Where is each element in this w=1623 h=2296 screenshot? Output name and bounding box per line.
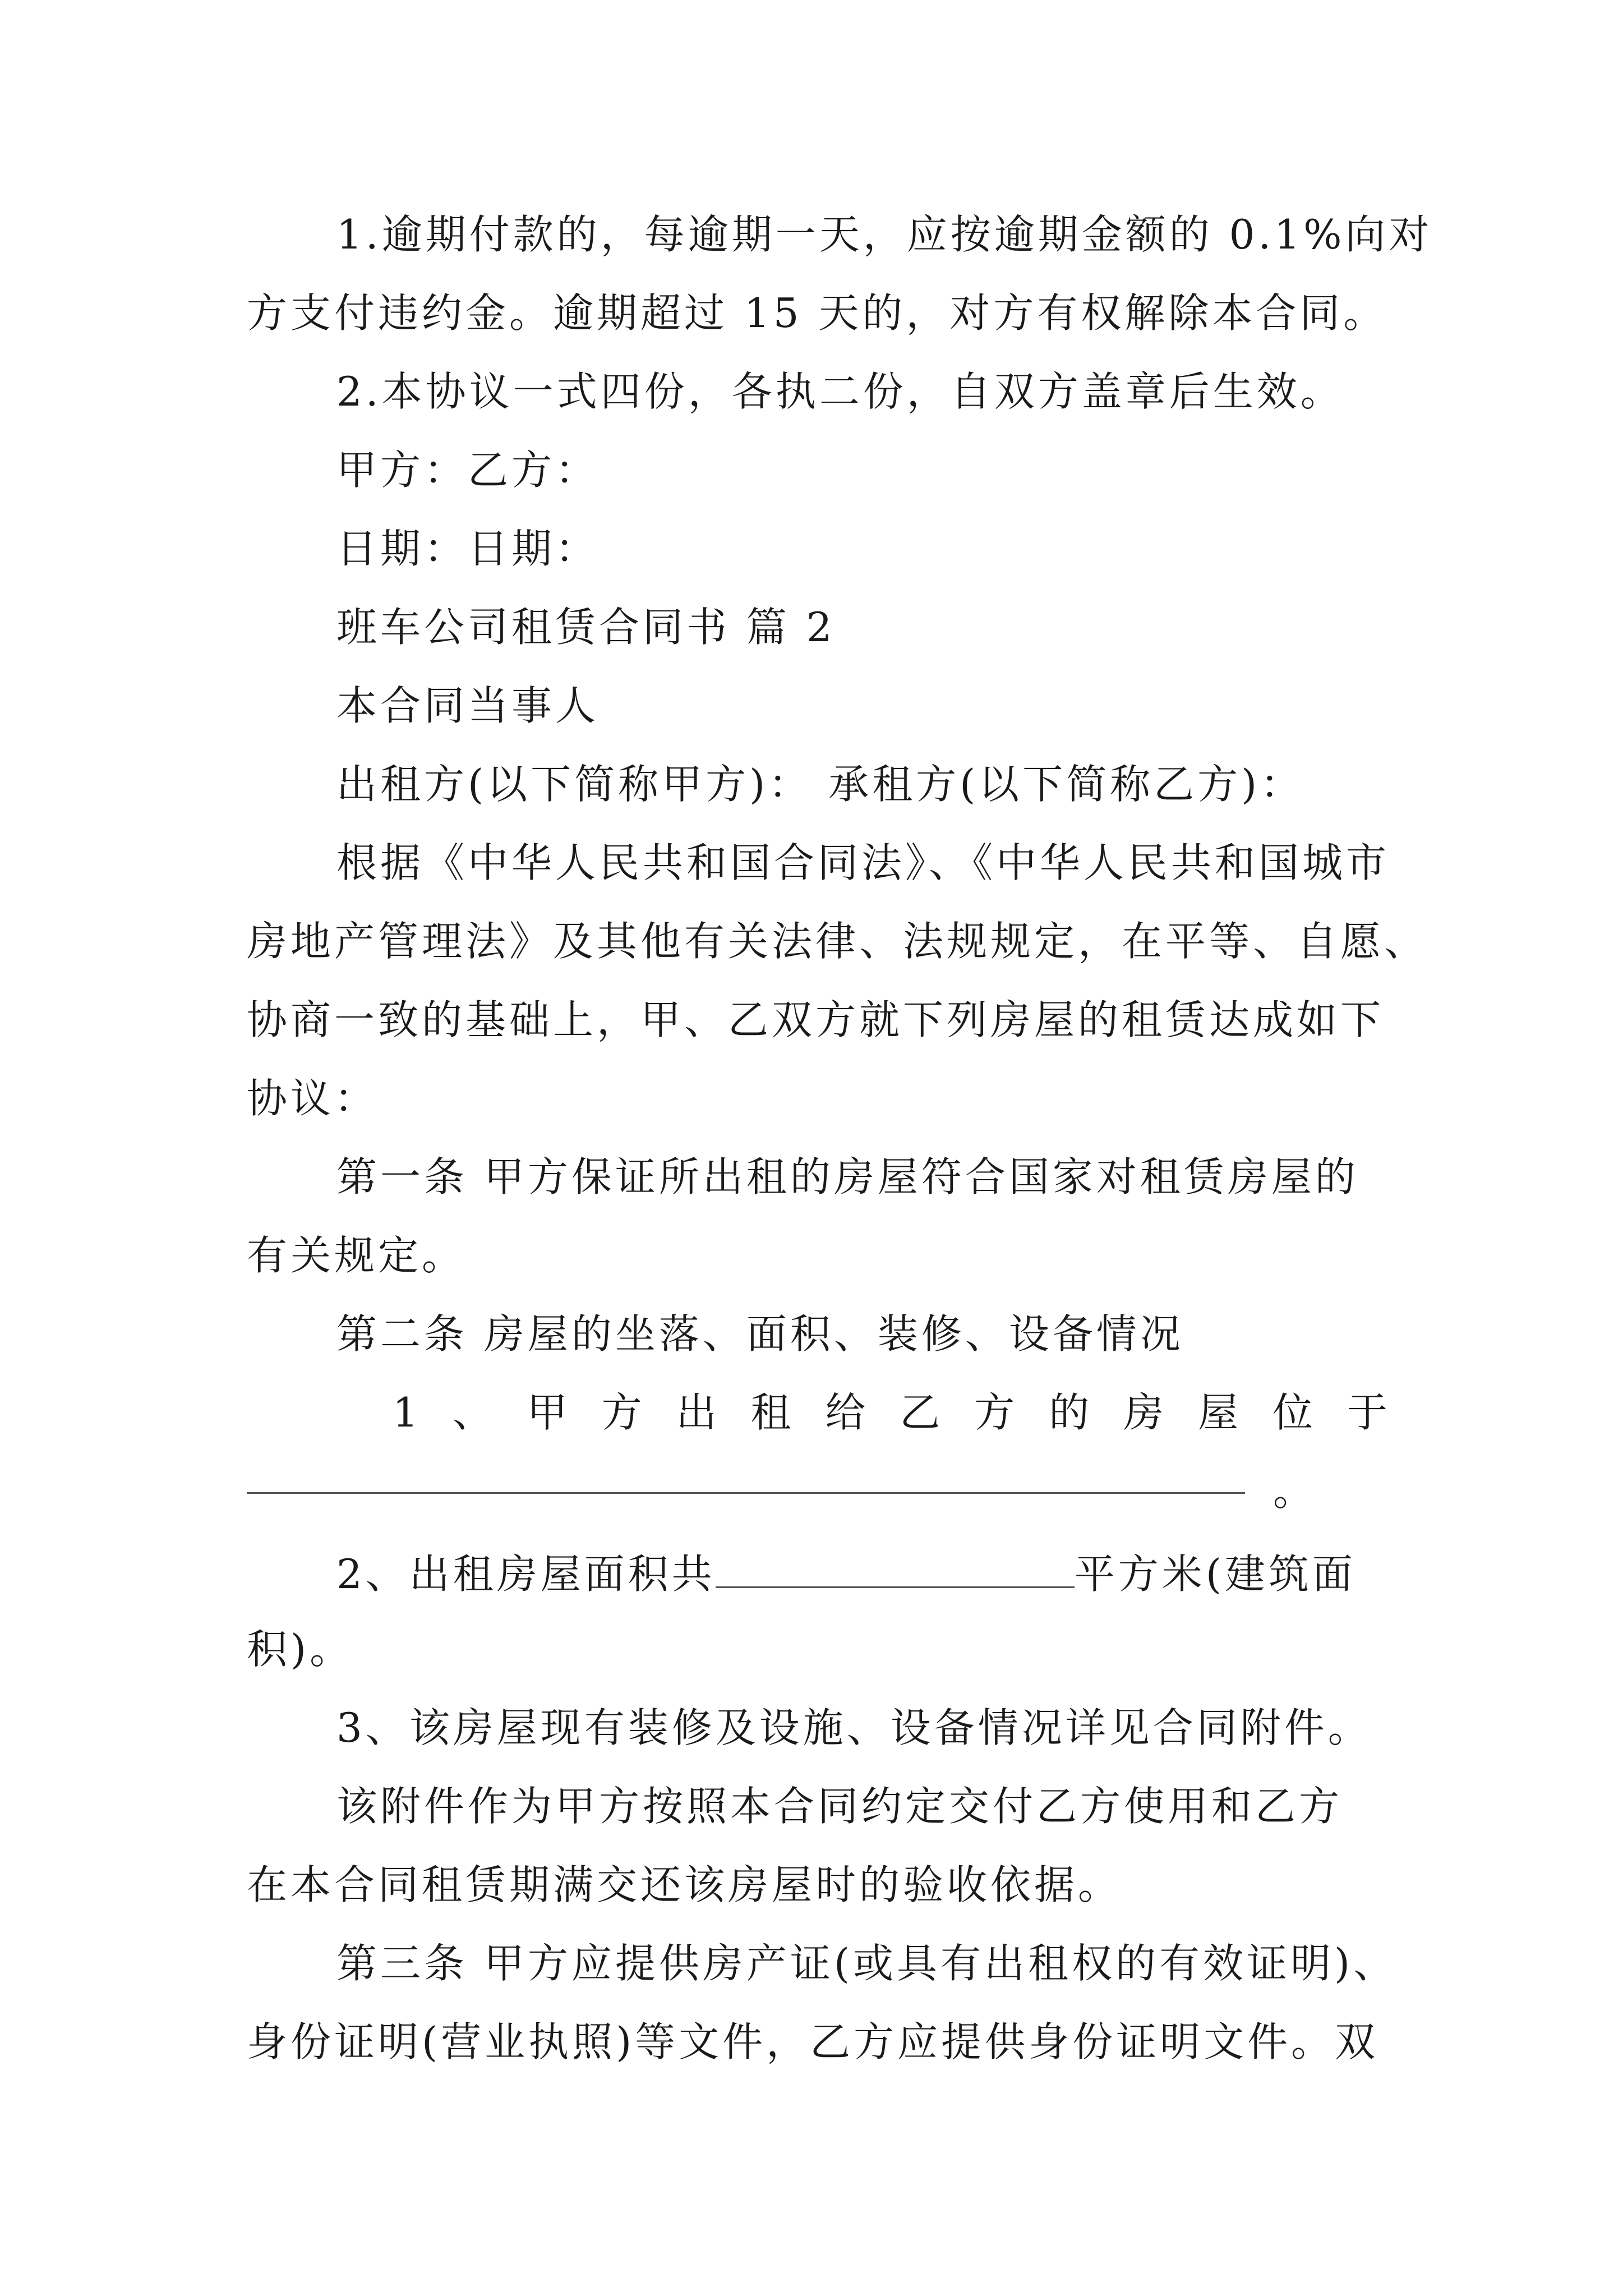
char: 租 <box>750 1389 795 1436</box>
char: 、 <box>452 1389 496 1436</box>
area-blank <box>716 1543 1075 1588</box>
paragraph-line: 积)。 <box>247 1626 354 1673</box>
article-line: 第一条 甲方保证所出租的房屋符合国家对租赁房屋的 <box>336 1153 1359 1200</box>
char: 甲 <box>527 1389 571 1436</box>
article-2-item-1 <box>393 1384 1391 1441</box>
paragraph-line: 本合同当事人 <box>336 682 600 729</box>
char: 出 <box>676 1389 720 1436</box>
article-2-item-2: 2、出租房屋面积共 平方米(建筑面 <box>336 1543 1391 1602</box>
article-line: 第三条 甲方应提供房产证(或具有出租权的有效证明)、 <box>336 1940 1398 1987</box>
signature-date-line: 日期：日期： <box>336 525 600 572</box>
char: 方 <box>601 1389 645 1436</box>
fill-in-blank-line <box>247 1492 1245 1494</box>
char: 屋 <box>1198 1389 1242 1436</box>
char: 给 <box>825 1389 869 1436</box>
paragraph-line: 根据《中华人民共和国合同法》、《中华人民共和国城市 <box>336 839 1390 886</box>
article-line: 有关规定。 <box>247 1232 466 1279</box>
section-title: 班车公司租赁合同书 篇 2 <box>336 604 836 651</box>
char: 的 <box>1049 1389 1093 1436</box>
paragraph-line: 2.本协议一式四份，各执二份，自双方盖章后生效。 <box>336 368 1344 415</box>
paragraph-line: 房地产管理法》及其他有关法律、法规规定，在平等、自愿、 <box>247 918 1428 965</box>
char: 于 <box>1347 1389 1391 1436</box>
char: 方 <box>974 1389 1018 1436</box>
paragraph-line: 出租方(以下简称甲方)： 承租方(以下简称乙方)： <box>336 761 1304 808</box>
paragraph-line: 该附件作为甲方按照本合同约定交付乙方使用和乙方 <box>336 1783 1343 1830</box>
paragraph-line: 1.逾期付款的，每逾期一天，应按逾期金额的 0.1%向对 <box>336 211 1433 258</box>
article-2-item-3: 3、该房屋现有装修及设施、设备情况详见合同附件。 <box>336 1704 1372 1751</box>
article-title: 第二条 房屋的坐落、面积、装修、设备情况 <box>336 1310 1184 1358</box>
paragraph-line: 协商一致的基础上，甲、乙双方就下列房屋的租赁达成如下 <box>247 996 1385 1043</box>
char: 1 <box>393 1389 422 1436</box>
char: 位 <box>1272 1389 1317 1436</box>
signature-party-line: 甲方：乙方： <box>336 447 600 494</box>
char: 房 <box>1123 1389 1168 1436</box>
period-mark: 。 <box>1273 1467 1317 1515</box>
paragraph-line: 协议： <box>247 1075 379 1122</box>
char: 乙 <box>900 1389 944 1436</box>
paragraph-line: 方支付违约金。逾期超过 15 天的，对方有权解除本合同。 <box>247 289 1387 337</box>
article-line: 身份证明(营业执照)等文件，乙方应提供身份证明文件。双 <box>247 2018 1379 2065</box>
paragraph-line: 在本合同租赁期满交还该房屋时的验收依据。 <box>247 1861 1122 1908</box>
